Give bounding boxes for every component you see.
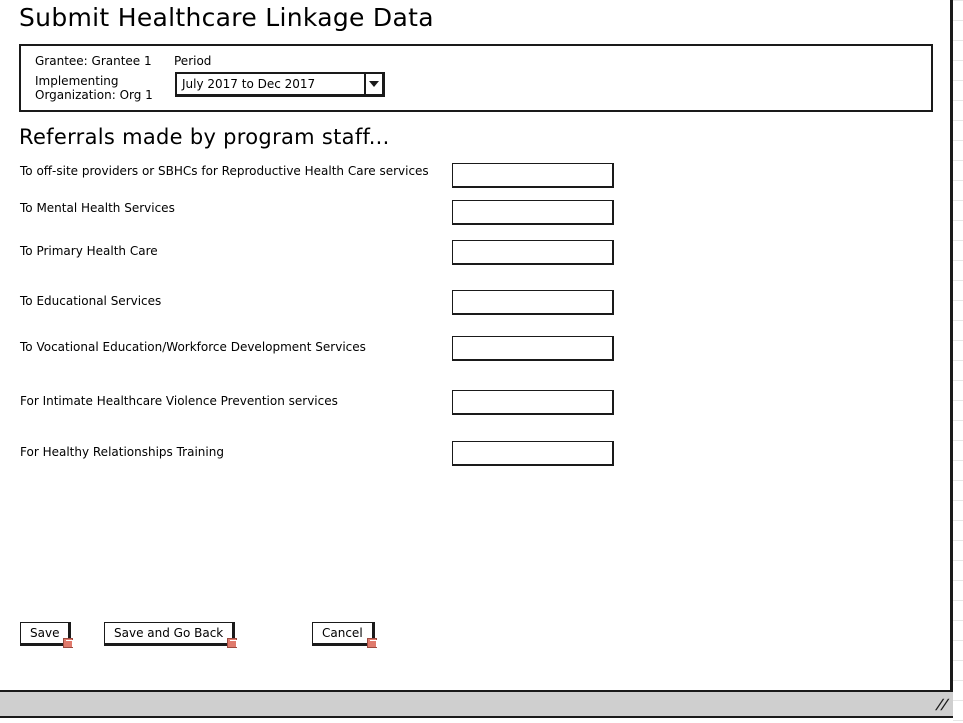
implementing-label-line2: Organization: Org 1	[35, 88, 153, 102]
cancel-button-label: Cancel	[322, 626, 363, 640]
healthy-relationships-input[interactable]	[452, 441, 614, 466]
vocational-input[interactable]	[452, 336, 614, 361]
primary-health-input[interactable]	[452, 240, 614, 265]
section-title: Referrals made by program staff...	[19, 125, 390, 149]
period-label: Period	[174, 54, 212, 68]
row-label-educational: To Educational Services	[20, 294, 162, 308]
row-label-primary-health: To Primary Health Care	[20, 244, 158, 258]
educational-input[interactable]	[452, 290, 614, 315]
grantee-info-panel	[19, 44, 933, 112]
external-link-icon	[63, 638, 73, 648]
cancel-button[interactable]	[312, 622, 375, 646]
page-title: Submit Healthcare Linkage Data	[19, 3, 434, 32]
implementing-label-line1: Implementing	[35, 74, 119, 88]
canvas-grid	[953, 0, 963, 723]
period-select-value: July 2017 to Dec 2017	[182, 77, 316, 91]
save-button-label: Save	[30, 626, 60, 640]
row-label-reproductive-health: To off-site providers or SBHCs for Reproductive Health Care services	[20, 164, 429, 178]
implementing-organization-label	[35, 74, 153, 102]
mental-health-input[interactable]	[452, 200, 614, 225]
external-link-icon	[227, 638, 237, 648]
row-label-violence-prevention: For Intimate Healthcare Violence Prevention services	[20, 394, 338, 408]
save-and-go-back-button[interactable]	[104, 622, 235, 646]
save-and-go-back-label: Save and Go Back	[114, 626, 224, 640]
save-button[interactable]	[20, 622, 71, 646]
period-select[interactable]	[175, 72, 385, 97]
reproductive-health-input[interactable]	[452, 163, 614, 188]
grantee-label: Grantee: Grantee 1	[35, 54, 152, 68]
chevron-down-icon[interactable]	[364, 74, 382, 94]
row-label-healthy-relationships: For Healthy Relationships Training	[20, 445, 224, 459]
row-label-mental-health: To Mental Health Services	[20, 201, 175, 215]
resize-grip-icon[interactable]: //	[933, 697, 950, 713]
status-bar	[0, 690, 953, 718]
external-link-icon	[367, 638, 377, 648]
violence-prevention-input[interactable]	[452, 390, 614, 415]
row-label-vocational: To Vocational Education/Workforce Development Services	[20, 340, 366, 354]
